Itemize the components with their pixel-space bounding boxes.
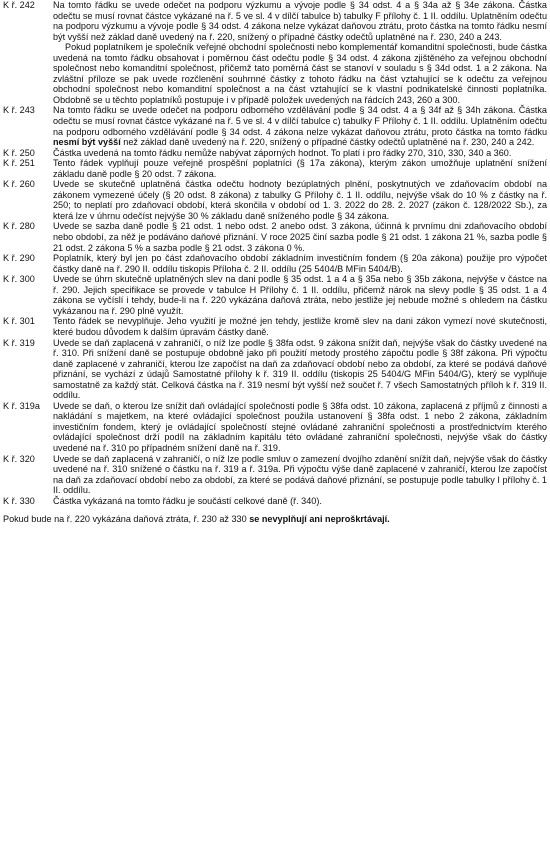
row-instruction-text <box>53 221 547 253</box>
row-instruction-text <box>53 496 547 507</box>
instruction-paragraph <box>53 158 547 179</box>
instruction-row <box>3 221 547 253</box>
instruction-row <box>3 0 547 105</box>
row-instruction-text <box>53 179 547 221</box>
instruction-row <box>3 158 547 179</box>
text-run: Na tomto řádku se uvede odečet na podporu výzkumu a vývoje podle § 34 odst. 4 a § 34a až § 34e zákona. Částka odečtu se musí rovnat částce vykázané na ř. 5 ve sl. 4 v dílčí tabulce b) tabulky F přílohy č. 1 II. oddílu. Uplatněním odečtu na podporu výzkumu a vývoje podle § 34 odst. 4 zákona nelze vykázat daňovou ztrátu, proto částka na tomto řádku nesmí být vyšší než základ daně uvedený na ř. 220, snížený o případné částky odečtů uplatněné na ř. 230, 240 a 243. <box>53 0 547 42</box>
row-instruction-text <box>53 105 547 147</box>
instruction-paragraph <box>53 148 547 159</box>
text-run: Uvede se daň zaplacená v zahraničí, o níž lze podle § 38fa odst. 9 zákona snížit daň, nejvýše však do částky uvedené na ř. 310. Při snížení daně se postupuje obdobně jako při použití metody prostého zápočtu podle § 38f zákona. Při výpočtu daně zaplacené v zahraničí, kterou lze započíst na daň za zdaňovací období nebo za období, za které se podává daňové přiznání, se vychází z údajů Samostatné přílohy k ř. 319 II. oddílu (tiskopis 25 5404/G MFin 5404/G), který se vyplňuje samostatně za každý stát. Celková částka na ř. 319 nesmí být vyšší než součet ř. 7 všech Samostatných příloh k ř. 319 II. oddílu. <box>53 337 547 401</box>
instruction-paragraph <box>53 496 547 507</box>
instruction-paragraph <box>53 338 547 401</box>
text-run: Uvede se daň zaplacená v zahraničí, o níž lze podle smluv o zamezení dvojího zdanění snížit daň, nejvýše však do částky uvedené na ř. 310 snížené o částku na ř. 319 a ř. 319a. Při výpočtu výše daně zaplacené v zahraničí, kterou lze započíst na daň za zdaňovací období nebo za období, za které se podává daňové přiznání, se postupuje podle tabulky I přílohy č. 1 II. oddílu. <box>53 453 547 496</box>
row-instruction-text <box>53 316 547 337</box>
row-instruction-text <box>53 158 547 179</box>
instruction-paragraph <box>53 105 547 147</box>
instruction-row <box>3 274 547 316</box>
row-instruction-text <box>53 148 547 159</box>
text-run: Částka vykázaná na tomto řádku je součástí celkové daně (ř. 340). <box>53 495 322 506</box>
row-reference-label: K ř. 243 <box>3 105 35 116</box>
row-instruction-text <box>53 274 547 316</box>
instruction-row <box>3 316 547 337</box>
instruction-row <box>3 496 547 507</box>
row-reference-label: K ř. 251 <box>3 158 35 169</box>
row-instruction-text <box>53 338 547 401</box>
instruction-paragraph <box>53 454 547 496</box>
text-run: Poplatník, který byl jen po část zdaňovacího období základním investičním fondem (§ 20a zákona) použije pro výpočet částky daně na ř. 290 II. oddílu tiskopis Příloha č. 2 II. oddílu (25 5404/B MFin 5404/B). <box>53 253 547 274</box>
instruction-row <box>3 253 547 274</box>
row-reference-label: K ř. 250 <box>3 147 35 158</box>
text-run: Uvede se skutečně uplatněná částka odečtu hodnoty bezúplatných plnění, poskytnutých ve zdaňovacím období na zákonem vymezené účely (§ 20 odst. 8 zákona) z tabulky G Přílohy č. 1 II. oddílu, nejvýše však do 10 % z částky na ř. 250; to neplatí pro zdaňovací období, která skončila v období od 1. 3. 2022 do 28. 2. 2027 (zákon č. 128/2022 Sb.), za která lze v úhrnu odečíst nejvýše 30 % základu daně sníženého podle § 34 zákona. <box>53 179 547 221</box>
text-run: Na tomto řádku se uvede odečet na podporu odborného vzdělávání podle § 34 odst. 4 a § 34f až § 34h zákona. Částka odečtu se musí rovnat částce vykázané na ř. 5 ve sl. 4 v dílčí tabulce c) tabulky F Přílohy č. 1 II. oddílu. Uplatněním odečtu na podporu odborného vzdělávání podle § 34 odst. 4 zákona nelze vykázat daňovou ztrátu, proto částka na tomto řádku <box>53 105 547 137</box>
text-run: Uvede se daň, o kterou lze snížit daň ovládající společnosti podle § 38fa odst. 10 zákona, zaplacená z příjmů z činnosti a nakládání s majetkem, na které ovládající společnost použila ustanovení § 38fa odst. 1 nebo 2 zákona, základním investičním fondem, který je ovládající společností stejné ovládané zahraniční společnosti a prostřednictvím kterého ovládající společnost drží podíl na základním kapitálu této ovládané zahraniční společnosti, nejvýše však do částky uvedené na ř. 310 po případném snížení daně na ř. 319. <box>53 400 547 453</box>
text-run: Tento řádek vyplňují pouze veřejně prospěšní poplatníci (§ 17a zákona), kterým zákon umožňuje uplatnění snížení základu daně podle § 20 odst. 7 zákona. <box>53 158 547 179</box>
text-run: Pokud bude na ř. 220 vykázána daňová ztráta, ř. 230 až 330 <box>3 514 250 525</box>
instruction-paragraph <box>53 401 547 454</box>
text-run: Pokud poplatníkem je společník veřejné obchodní společnosti nebo komplementář komanditní společnosti, bude částka uvedená na tomto řádku obsahovat i poměrnou část odečtu podle § 34 odst. 4 zákona zjištěného za veřejnou obchodní společnost nebo komanditní společnost, přičemž tato poměrná část se stanoví v souladu s § 34d odst. 1 a 2 zákona. Na zvláštní příloze se pak uvede rozčlenění souhrnné částky z tohoto řádku na část vztahující se k odečtu za veřejnou obchodní společnost nebo komanditní společnost a na část vztahující se k vlastní podnikatelské činnosti poplatníka. Obdobně se u těchto poplatníků postupuje i v případě položek uvedených na řádcích 243, 260 a 300. <box>53 42 547 105</box>
row-reference-label: K ř. 330 <box>3 495 35 506</box>
row-reference-label: K ř. 319 <box>3 337 35 348</box>
instruction-paragraph <box>53 42 547 105</box>
text-run: Uvede se úhrn skutečně uplatněných slev na dani podle § 35 odst. 1 a 4 a § 35a nebo § 35b zákona, nejvýše v částce na ř. 290. Jejich specifikace se provede v tabulce H Přílohy č. 1 II. oddílu, přičemž nárok na slevy podle § 35 odst. 1 a 4 zákona se vyčíslí i tehdy, bude-li na ř. 220 vykázána daňová ztráta, nebo jestliže jej nebude možné s ohledem na částku vykázanou na ř. 290 plně využít. <box>53 274 547 316</box>
instruction-paragraph <box>53 274 547 316</box>
row-reference-label: K ř. 300 <box>3 274 35 285</box>
row-reference-label: K ř. 290 <box>3 253 35 264</box>
instruction-row <box>3 148 547 159</box>
row-reference-label: K ř. 260 <box>3 179 35 190</box>
row-reference-label: K ř. 301 <box>3 316 35 327</box>
row-reference-label: K ř. 319a <box>3 400 40 411</box>
text-run: Uvede se sazba daně podle § 21 odst. 1 nebo odst. 2 anebo odst. 3 zákona, účinná k prvnímu dni zdaňovacího období nebo období, za něž je podáváno daňové přiznání. V roce 2025 činí sazba podle § 21 odst. 1 zákona 21 %, sazba podle § 21 odst. 2 zákona 5 % a sazba podle § 21 odst. 3 zákona 0 %. <box>53 221 547 253</box>
row-instruction-text <box>53 454 547 496</box>
instruction-paragraph <box>53 221 547 253</box>
instruction-paragraph <box>53 179 547 221</box>
instruction-row <box>3 179 547 221</box>
footer-note <box>3 514 547 525</box>
bold-text: nesmí být vyšší <box>53 137 121 148</box>
text-run: než základ daně uvedený na ř. 220, snížený o případné částky odečtů uplatněné na ř. 230, 240 a 242. <box>120 137 535 148</box>
row-instruction-text <box>53 0 547 105</box>
text-run: Částka uvedená na tomto řádku nemůže nabývat záporných hodnot. To platí i pro řádky 270, 310, 330, 340 a 360. <box>53 147 512 158</box>
bold-text: se nevyplňují ani neproškrtávají. <box>249 514 390 525</box>
instruction-row <box>3 105 547 147</box>
row-reference-label: K ř. 320 <box>3 453 35 464</box>
row-reference-label: K ř. 280 <box>3 221 35 232</box>
instruction-row <box>3 338 547 401</box>
text-run: Tento řádek se nevyplňuje. Jeho využití je možné jen tehdy, jestliže kromě slev na dani zákon vymezí nové skutečnosti, které budou důvodem k dalším úpravám částky daně. <box>53 316 547 337</box>
instruction-row <box>3 401 547 454</box>
row-instruction-text <box>53 401 547 454</box>
instruction-row <box>3 454 547 496</box>
instruction-paragraph <box>53 316 547 337</box>
row-instruction-text <box>53 253 547 274</box>
instruction-paragraph <box>53 0 547 42</box>
instruction-list <box>3 0 547 506</box>
instruction-paragraph <box>53 253 547 274</box>
row-reference-label: K ř. 242 <box>3 0 35 10</box>
